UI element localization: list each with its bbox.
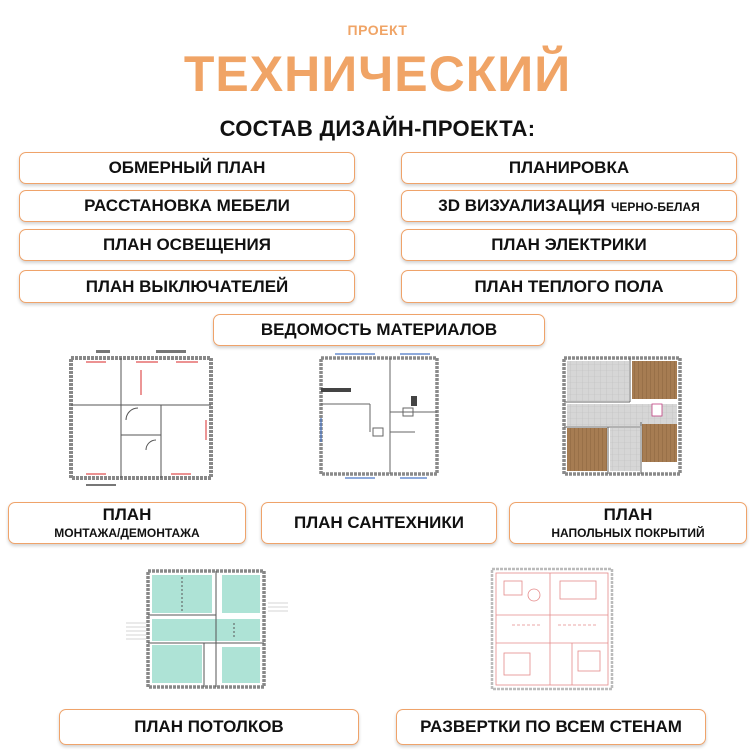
item-switches bbox=[19, 270, 355, 303]
item-label: ОБМЕРНЫЙ ПЛАН bbox=[108, 158, 266, 177]
item-label: 3D ВИЗУАЛИЗАЦИЯ bbox=[438, 196, 605, 215]
item-floor-heating bbox=[401, 270, 737, 303]
item-materials bbox=[213, 314, 545, 346]
item-label: ПЛАН ВЫКЛЮЧАТЕЛЕЙ bbox=[85, 276, 289, 296]
item-lighting bbox=[19, 229, 355, 261]
item-sublabel: МОНТАЖА/ДЕМОНТАЖА bbox=[54, 525, 200, 540]
item-label: РАССТАНОВКА МЕБЕЛИ bbox=[84, 196, 290, 215]
item-wall-elevations bbox=[396, 709, 706, 745]
item-label: ВЕДОМОСТЬ МАТЕРИАЛОВ bbox=[260, 320, 498, 339]
item-ceilings bbox=[59, 709, 359, 745]
item-electrical bbox=[401, 229, 737, 261]
mounting-plan-drawing bbox=[66, 350, 216, 490]
item-label: ПЛАН bbox=[603, 505, 653, 525]
subtitle: ПРОЕКТ bbox=[347, 22, 408, 38]
item-measurement-plan bbox=[19, 152, 355, 184]
item-label: ПЛАН ТЕПЛОГО ПОЛА bbox=[474, 276, 664, 296]
plumbing-plan-drawing bbox=[315, 352, 443, 480]
section-heading: СОСТАВ ДИЗАЙН-ПРОЕКТА: bbox=[219, 116, 536, 141]
item-label: ПЛАН ПОТОЛКОВ bbox=[134, 717, 284, 736]
wall-elevations-drawing bbox=[482, 565, 622, 695]
flooring-plan-drawing bbox=[558, 352, 686, 480]
item-sublabel: НАПОЛЬНЫХ ПОКРЫТИЙ bbox=[551, 525, 705, 540]
item-label: ПЛАНИРОВКА bbox=[508, 158, 630, 177]
item-flooring-plan bbox=[509, 502, 747, 544]
item-label: РАЗВЕРТКИ ПО ВСЕМ СТЕНАМ bbox=[420, 717, 682, 736]
page-title: ТЕХНИЧЕСКИЙ bbox=[183, 46, 572, 102]
item-plumbing bbox=[261, 502, 497, 544]
item-furniture bbox=[19, 190, 355, 222]
item-visualization bbox=[401, 190, 737, 222]
item-layout bbox=[401, 152, 737, 184]
item-note: ЧЕРНО-БЕЛАЯ bbox=[610, 200, 700, 214]
ceiling-plan-drawing bbox=[124, 563, 290, 697]
item-label: ПЛАН ЭЛЕКТРИКИ bbox=[491, 235, 647, 254]
item-label: ПЛАН САНТЕХНИКИ bbox=[294, 513, 464, 532]
item-label: ПЛАН bbox=[102, 505, 152, 525]
item-mounting-plan bbox=[8, 502, 246, 544]
item-label: ПЛАН ОСВЕЩЕНИЯ bbox=[103, 235, 271, 254]
